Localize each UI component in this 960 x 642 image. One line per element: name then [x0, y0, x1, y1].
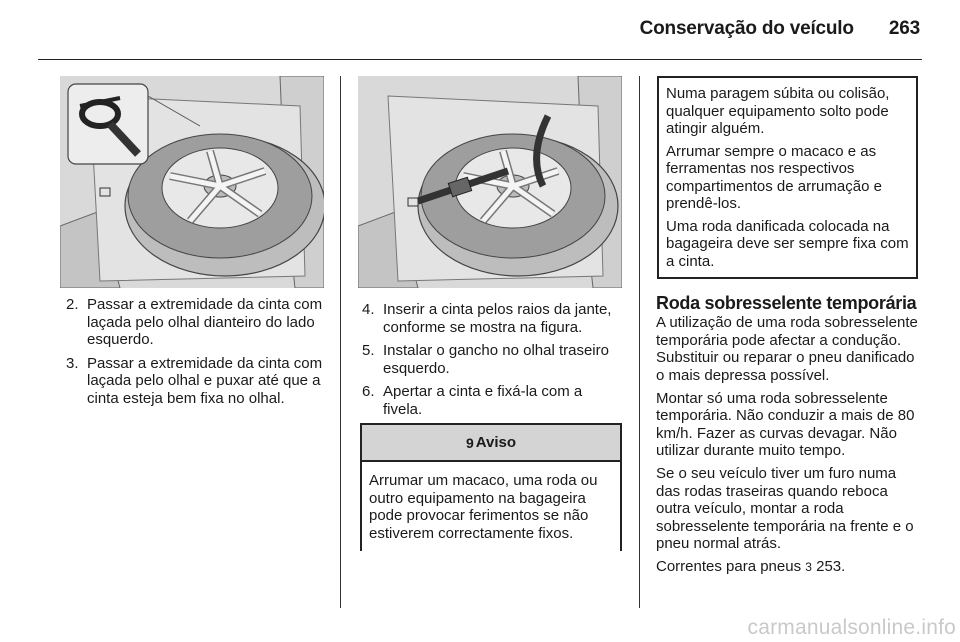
- header-title: Conservação do veículo: [639, 18, 854, 39]
- steps-list-middle: [362, 301, 624, 424]
- warning-header: [362, 425, 620, 462]
- step-text: Instalar o gancho no olhal traseiro esquerdo.: [383, 342, 609, 377]
- warning-text: Arrumar um macaco, uma roda ou outro equipamento na bagageira pode provocar ferimentos se não estiverem correctamente fixos.: [369, 472, 598, 542]
- cross-reference: Correntes para pneus 3 253.: [656, 558, 846, 575]
- step-text: Passar a extremidade da cinta com laçada pelo olhal e puxar até que a cinta esteja bem fixa no olhal.: [87, 354, 323, 407]
- section-paragraph: A utilização de uma roda sobresselente temporária pode afectar a condução. Substituir ou reparar o pneu danificado o mais depressa possível.: [656, 314, 918, 384]
- steps-list-left: [66, 296, 336, 413]
- warning-continued-box: [657, 76, 918, 279]
- warning-box: [360, 423, 622, 551]
- warning-paragraph: Uma roda danificada colocada na bagageira deve ser sempre fixa com a cinta.: [666, 217, 909, 270]
- step-text: Passar a extremidade da cinta com laçada pelo olhal dianteiro do lado esquerdo.: [87, 296, 323, 348]
- section-body: [656, 314, 924, 582]
- list-item: 2. Passar a extremidade da cinta com laçada pelo olhal dianteiro do lado esquerdo.: [66, 296, 323, 348]
- warning-paragraph: Arrumar sempre o macaco e as ferramentas nos respectivos compartimentos de arrumação e prendê-los.: [666, 142, 882, 212]
- warning-icon: 9: [465, 434, 474, 451]
- header-rule: [38, 59, 922, 60]
- list-item: 3. Passar a extremidade da cinta com laçada pelo olhal e puxar até que a cinta esteja bem fixa no olhal.: [66, 354, 323, 407]
- list-item: 5. Instalar o gancho no olhal traseiro esquerdo.: [362, 342, 609, 377]
- list-item: 6. Apertar a cinta e fixá-la com a fivela.: [362, 383, 583, 418]
- column-divider-left: [340, 76, 341, 608]
- watermark: carmanualsonline.info: [747, 616, 956, 639]
- warning-title: Aviso: [475, 434, 517, 451]
- spare-wheel-buckle-illustration: [358, 76, 622, 288]
- reference-page-link[interactable]: 253.: [816, 558, 846, 575]
- spare-wheel-strap-illustration: [60, 76, 324, 288]
- list-item: 4. Inserir a cinta pelos raios da jante, conforme se mostra na figura.: [362, 301, 612, 336]
- page-number: 263: [888, 18, 920, 39]
- page-header: [640, 18, 920, 40]
- section-paragraph: Se o seu veículo tiver um furo numa das rodas traseiras quando reboca outra veículo, montar a roda sobresselente temporária na frente e o pneu normal atrás.: [656, 465, 914, 552]
- column-divider-right: [639, 76, 640, 608]
- warning-paragraph: Numa paragem súbita ou colisão, qualquer equipamento solto pode atingir alguém.: [666, 85, 890, 137]
- section-paragraph: Montar só uma roda sobresselente temporária. Não conduzir a mais de 80 km/h. Fazer as curvas devagar. Não utilizar durante muito tempo.: [656, 389, 915, 459]
- step-text: Apertar a cinta e fixá-la com a fivela.: [383, 383, 583, 418]
- reference-arrow-icon: 3: [805, 560, 812, 574]
- section-title: Roda sobresselente temporária: [656, 293, 917, 313]
- step-text: Inserir a cinta pelos raios da jante, conforme se mostra na figura.: [383, 301, 612, 336]
